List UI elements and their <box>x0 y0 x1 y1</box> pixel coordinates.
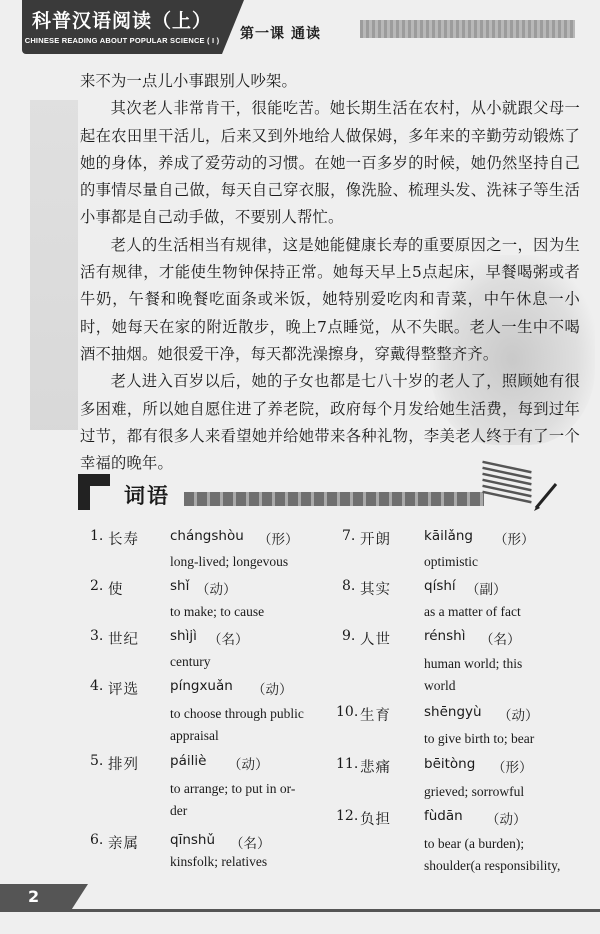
vocab-hanzi: 悲痛 <box>360 760 391 776</box>
book-title: 科普汉语阅读（上） <box>31 10 212 32</box>
vocab-pos: （动） <box>486 812 527 828</box>
vocab-hanzi: 使 <box>108 582 124 598</box>
vocab-pinyin: shēngyù <box>424 704 482 720</box>
vocab-pinyin: píngxuǎn <box>170 678 233 694</box>
vocab-pos: （形） <box>492 760 533 776</box>
vocab-pinyin: rénshì <box>424 628 466 644</box>
vocab-number: 10. <box>336 704 359 720</box>
book-subtitle: CHINESE READING ABOUT POPULAR SCIENCE ( I ) <box>24 36 220 45</box>
vocab-pos: （形） <box>258 532 299 548</box>
paragraph: 老人进入百岁以后，她的子女也都是七八十岁的老人了，照顾她有很多困难，所以她自愿住进了养老院，政府每个月发给她生活费，每到过年过节，都有很多人来看望她并给她带来各种礼物，李美老人终于有了一个幸福的晚年。 <box>80 372 580 473</box>
vocab-definition: world <box>424 678 456 693</box>
vocab-hanzi: 长寿 <box>108 532 139 548</box>
vocab-number: 2. <box>90 578 104 594</box>
vocab-definition: to make; to cause <box>170 604 265 619</box>
vocab-hanzi: 评选 <box>108 682 139 698</box>
vocab-number: 4. <box>90 678 104 694</box>
vocab-definition: human world; this <box>424 656 523 671</box>
vocab-number: 5. <box>90 753 104 769</box>
paragraph: 来不为一点儿小事跟别人吵架。 <box>80 72 297 90</box>
vocab-definition: der <box>170 803 188 818</box>
vocab-pinyin: páiliè <box>170 753 207 769</box>
paragraph: 其次老人非常肯干，很能吃苦。她长期生活在农村，从小就跟父母一起在农田里干活儿，后来又到外地给人做保姆，多年来的辛勤劳动锻炼了她的身体，养成了爱劳动的习惯。在她一百多岁的时候，她仍然坚持自己的事情尽量自己做，每天自己穿衣服，像洗脸、梳理头发、洗袜子等生活小事都是自己动手做，不要别人帮忙。 <box>80 99 580 227</box>
vocab-number: 9. <box>342 628 356 644</box>
vocab-number: 12. <box>336 808 359 824</box>
vocab-pos: （形） <box>494 532 535 548</box>
vocab-definition: to bear (a burden); <box>424 836 525 851</box>
vocab-pinyin: qīnshǔ <box>170 832 216 848</box>
vocab-number: 3. <box>90 628 104 644</box>
footer-rule <box>70 909 600 912</box>
vocab-pinyin: kāilǎng <box>424 528 473 544</box>
vocab-definition: shoulder(a responsibility, <box>424 858 561 873</box>
vocab-number: 1. <box>90 528 104 544</box>
vocab-definition: appraisal <box>170 728 219 743</box>
vocab-pos: （动） <box>498 708 539 724</box>
vocab-pos: （动） <box>196 582 237 598</box>
vocab-hanzi: 亲属 <box>108 836 139 852</box>
paragraph: 老人的生活相当有规律，这是她能健康长寿的重要原因之一，因为生活有规律，才能使生物钟保持正常。她每天早上5点起床，早餐喝粥或者牛奶，午餐和晚餐吃面条或米饭，她特别爱吃肉和青菜，中午休息一小时，她每天在家的附近散步，晚上7点睡觉，从不失眠。老人一生中不喝酒不抽烟。她很爱干净，每天都洗澡擦身，穿戴得整整齐齐。 <box>80 235 580 363</box>
vocab-definition: as a matter of fact <box>424 604 521 619</box>
vocab-pos: （名） <box>480 632 521 648</box>
vocab-hanzi: 生育 <box>360 708 391 724</box>
vocab-hanzi: 其实 <box>360 582 391 598</box>
vocab-definition: to choose through public <box>170 706 304 721</box>
vocab-definition: to give birth to; bear <box>424 731 535 746</box>
vocab-hanzi: 人世 <box>360 632 391 648</box>
vocab-pinyin: shìjì <box>170 628 197 644</box>
vocab-pos: （名） <box>208 632 249 648</box>
vocab-definition: grieved; sorrowful <box>424 784 525 799</box>
page-number: 2 <box>28 887 40 906</box>
vocab-definition: kinsfolk; relatives <box>170 854 268 869</box>
vocab-number: 11. <box>336 756 359 772</box>
vocab-pinyin: shǐ <box>170 578 190 594</box>
vocab-definition: optimistic <box>424 554 478 569</box>
vocab-hanzi: 世纪 <box>108 632 139 648</box>
vocab-pos: （副） <box>466 582 507 598</box>
vocab-pinyin: fùdān <box>424 808 463 824</box>
vocab-pinyin: bēitòng <box>424 756 476 772</box>
vocab-hanzi: 开朗 <box>360 532 391 548</box>
vocab-pos: （动） <box>228 757 269 773</box>
vocab-number: 8. <box>342 578 356 594</box>
vocab-section-title: 词语 <box>124 484 170 508</box>
vocab-definition: long-lived; longevous <box>170 554 289 569</box>
lesson-label: 第一课 <box>240 26 285 42</box>
vocab-definition: to arrange; to put in or- <box>170 781 296 796</box>
vocab-pos: （动） <box>252 682 293 698</box>
vocab-pinyin: qíshí <box>424 578 456 594</box>
vocab-number: 7. <box>342 528 356 544</box>
lesson-type: 通读 <box>291 26 321 42</box>
vocab-pos: （名） <box>230 836 271 852</box>
vocab-hanzi: 排列 <box>108 757 139 773</box>
vocab-number: 6. <box>90 832 104 848</box>
vocab-definition: century <box>170 654 211 669</box>
vocab-hanzi: 负担 <box>360 812 391 828</box>
vocab-pinyin: chángshòu <box>170 528 244 544</box>
